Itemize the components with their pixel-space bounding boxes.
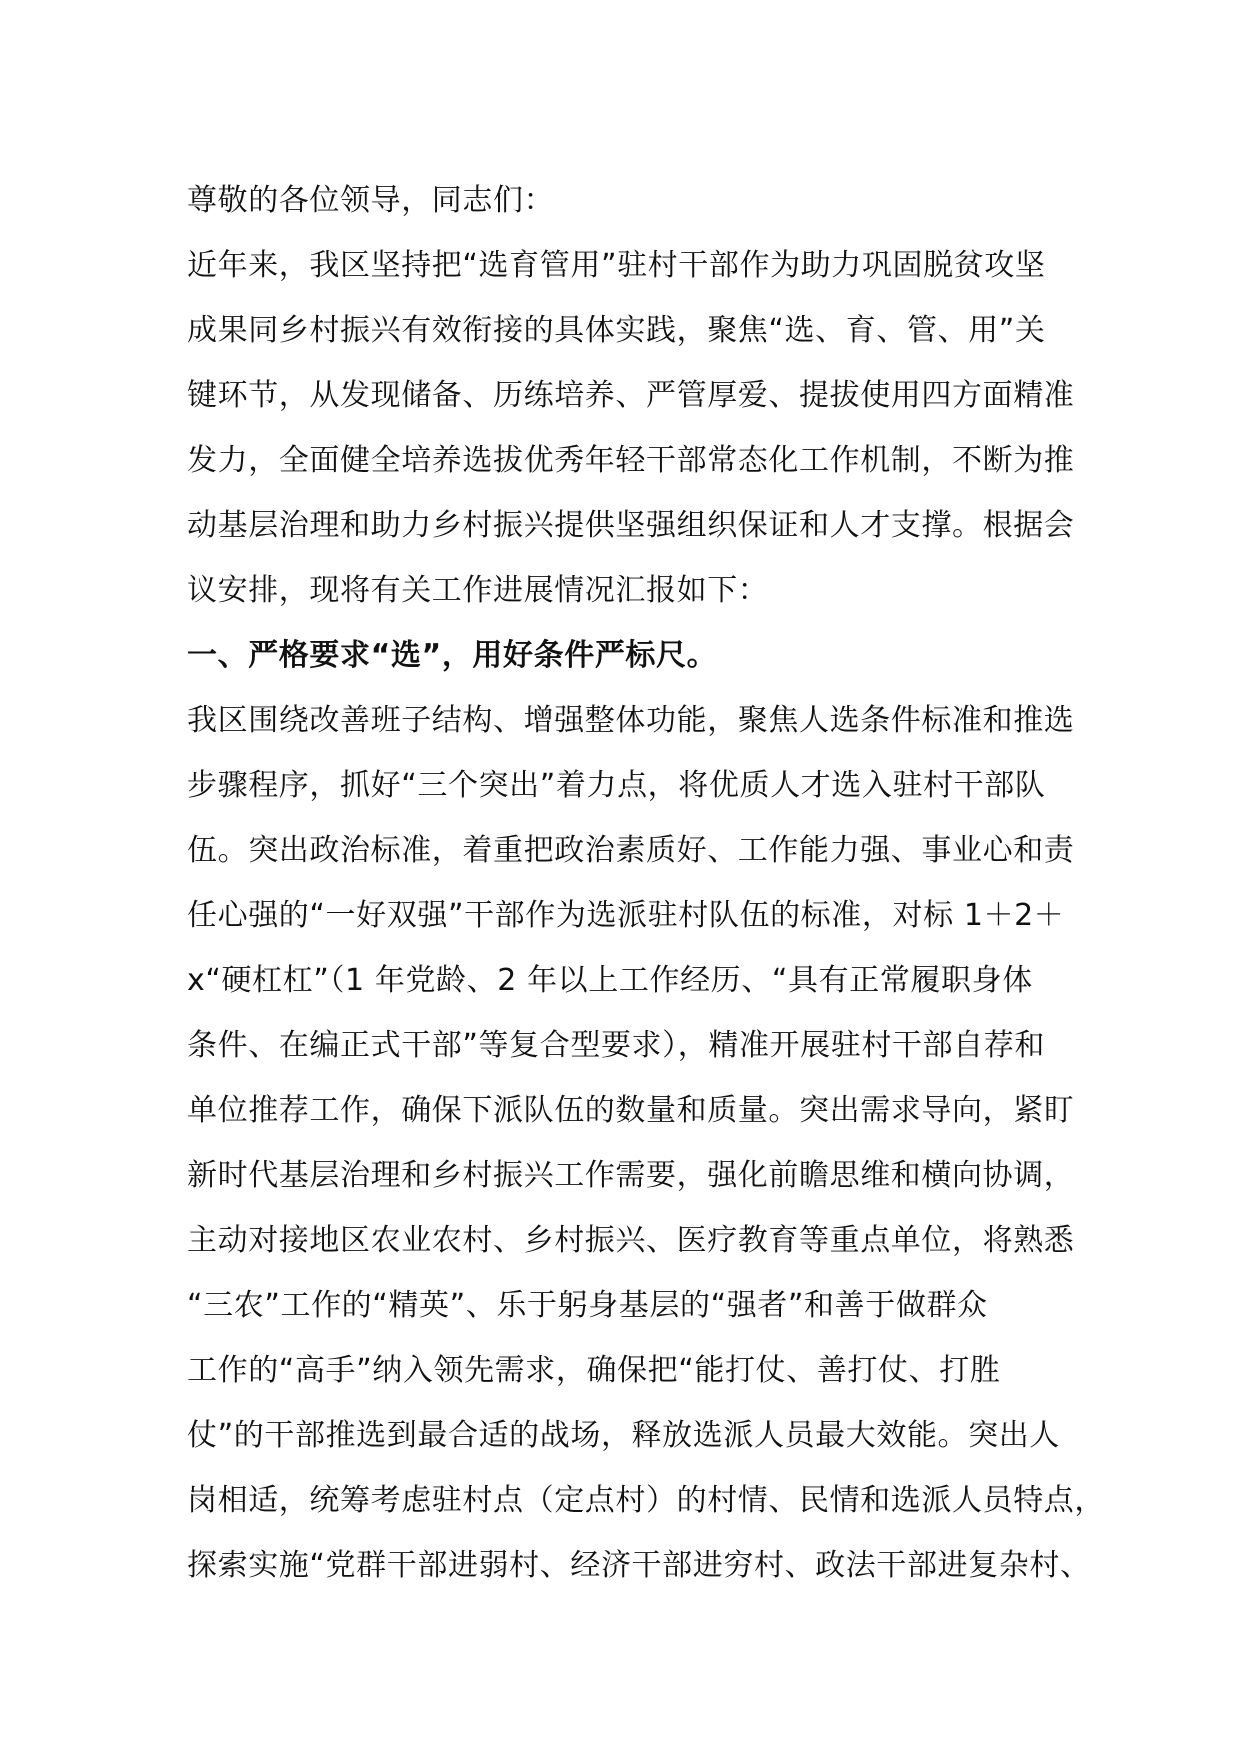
- body-paragraph-line: 单位推荐工作，确保下派队伍的数量和质量。突出需求导向，紧盯: [187, 1093, 1075, 1128]
- body-paragraph-line: 新时代基层治理和乡村振兴工作需要，强化前瞻思维和横向协调，: [187, 1158, 1075, 1193]
- intro-paragraph-line: 近年来，我区坚持把“选育管用”驻村干部作为助力巩固脱贫攻坚: [187, 248, 1046, 283]
- intro-paragraph-line: 成果同乡村振兴有效衔接的具体实践，聚焦“选、育、管、用”关: [187, 313, 1046, 348]
- section-heading: 一、严格要求“选”，用好条件严标尺。: [187, 638, 718, 673]
- body-paragraph-line: 探索实施“党群干部进弱村、经济干部进穷村、政法干部进复杂村、: [187, 1548, 1091, 1583]
- body-paragraph-line: 仗”的干部推选到最合适的战场，释放选派人员最大效能。突出人: [187, 1418, 1060, 1453]
- body-paragraph-line: 伍。突出政治标准，着重把政治素质好、工作能力强、事业心和责: [187, 833, 1075, 868]
- body-paragraph-line: 我区围绕改善班子结构、增强整体功能，聚焦人选条件标准和推选: [187, 703, 1075, 738]
- body-paragraph-line: “三农”工作的“精英”、乐于躬身基层的“强者”和善于做群众: [187, 1288, 988, 1323]
- intro-paragraph-line: 动基层治理和助力乡村振兴提供坚强组织保证和人才支撑。根据会: [187, 508, 1075, 543]
- intro-paragraph-line: 键环节，从发现储备、历练培养、严管厚爱、提拔使用四方面精准: [187, 378, 1075, 413]
- body-paragraph-line: 岗相适，统筹考虑驻村点（定点村）的村情、民情和选派人员特点，: [187, 1483, 1105, 1518]
- document-body: [187, 168, 1105, 1598]
- intro-paragraph-line: 议安排，现将有关工作进展情况汇报如下：: [187, 573, 769, 608]
- body-paragraph-line: x“硬杠杠”（1 年党龄、2 年以上工作经历、“具有正常履职身体: [187, 963, 1033, 998]
- intro-paragraph-line: 发力，全面健全培养选拔优秀年轻干部常态化工作机制，不断为推: [187, 443, 1075, 478]
- body-paragraph-line: 步骤程序，抓好“三个突出”着力点，将优质人才选入驻村干部队: [187, 768, 1046, 803]
- body-paragraph-line: 任心强的“一好双强”干部作为选派驻村队伍的标准，对标 1＋2＋: [187, 898, 1065, 933]
- body-paragraph-line: 工作的“高手”纳入领先需求，确保把“能打仗、善打仗、打胜: [187, 1353, 1001, 1388]
- salutation: 尊敬的各位领导，同志们：: [187, 183, 555, 218]
- body-paragraph-line: 条件、在编正式干部”等复合型要求），精准开展驻村干部自荐和: [187, 1028, 1045, 1063]
- body-paragraph-line: 主动对接地区农业农村、乡村振兴、医疗教育等重点单位，将熟悉: [187, 1223, 1075, 1258]
